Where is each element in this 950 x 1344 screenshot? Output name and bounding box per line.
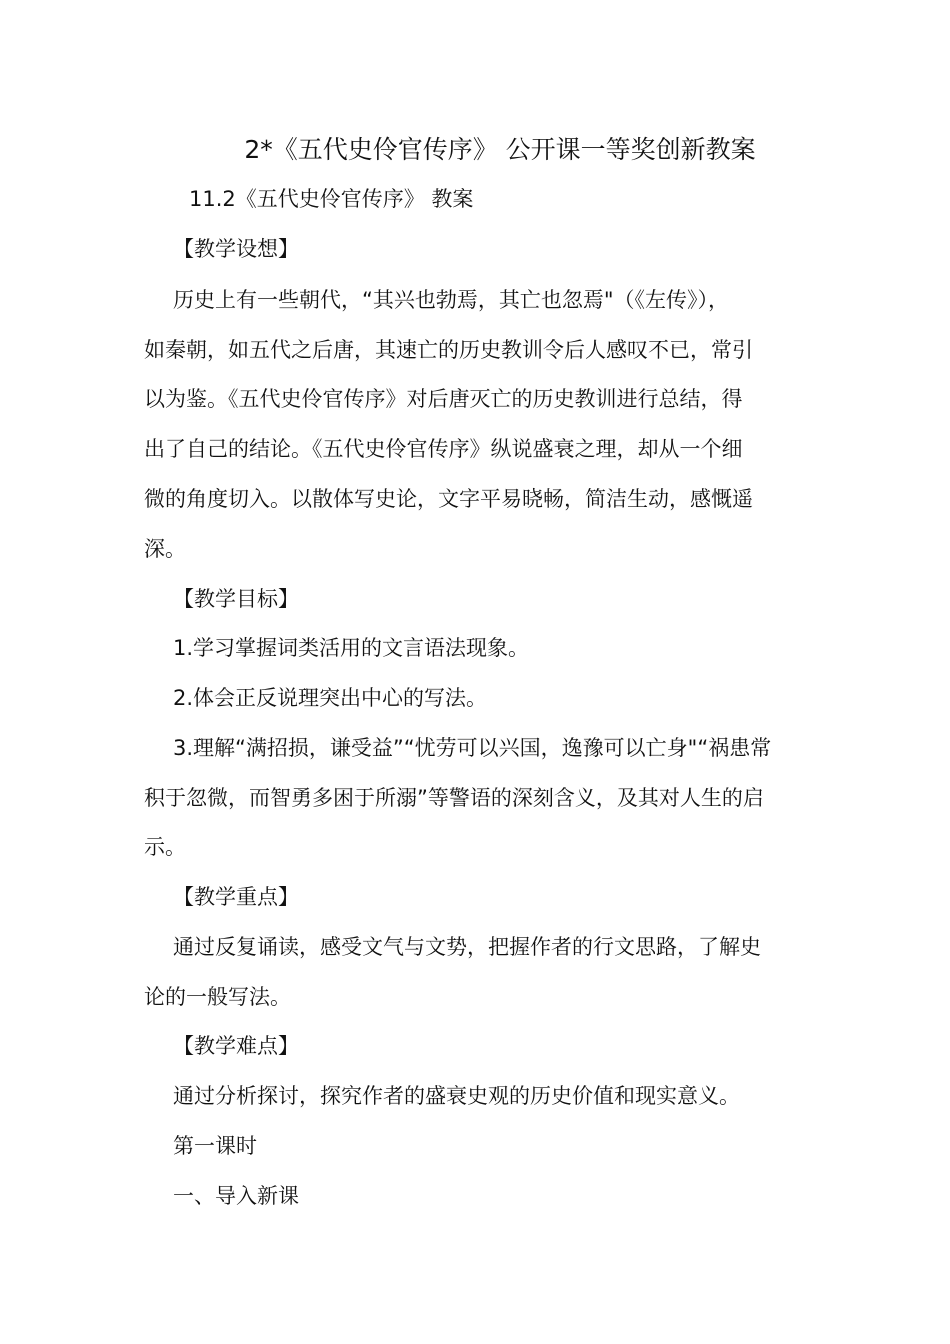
paragraph-line: 微的角度切入。以散体写史论，文字平易晓畅，简洁生动，感慨遥	[144, 487, 753, 511]
paragraph-line: 深。	[144, 537, 186, 561]
document-title: 2*《五代史伶官传序》 公开课一等奖创新教案	[244, 135, 756, 164]
lesson-label: 第一课时	[173, 1134, 257, 1158]
step-heading: 一、导入新课	[173, 1184, 299, 1208]
paragraph-line: 出了自己的结论。《五代史伶官传序》纵说盛衰之理，却从一个细	[144, 437, 743, 461]
paragraph-line: 如秦朝，如五代之后唐，其速亡的历史教训令后人感叹不已，常引	[144, 338, 753, 362]
goal-item: 1.学习掌握词类活用的文言语法现象。	[173, 636, 530, 660]
document-subtitle: 11.2《五代史伶官传序》 教案	[189, 187, 474, 211]
paragraph-line: 历史上有一些朝代，“其兴也勃焉，其亡也忽焉"（《左传》），	[173, 288, 730, 312]
goal-item: 2.体会正反说理突出中心的写法。	[173, 686, 488, 710]
paragraph-line: 通过分析探讨，探究作者的盛衰史观的历史价值和现实意义。	[173, 1084, 740, 1108]
paragraph-line: 以为鉴。《五代史伶官传序》对后唐灭亡的历史教训进行总结，得	[144, 387, 743, 411]
section-heading-goals: 【教学目标】	[173, 587, 299, 611]
goal-item-continued: 积于忽微，而智勇多困于所溺”等警语的深刻含义，及其对人生的启	[144, 786, 764, 810]
section-heading-design: 【教学设想】	[173, 237, 299, 261]
section-heading-key: 【教学重点】	[173, 885, 299, 909]
goal-item: 3.理解“满招损，谦受益”“忧劳可以兴国，逸豫可以亡身"“祸患常	[173, 736, 772, 760]
paragraph-line: 通过反复诵读，感受文气与文势，把握作者的行文思路，了解史	[173, 935, 761, 959]
goal-item-continued: 示。	[144, 835, 186, 859]
paragraph-line: 论的一般写法。	[144, 985, 291, 1009]
section-heading-difficult: 【教学难点】	[173, 1034, 299, 1058]
